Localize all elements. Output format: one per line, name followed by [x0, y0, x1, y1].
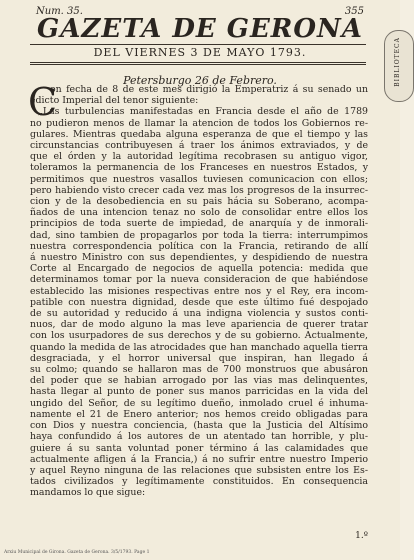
article-line: nuestra correspondencia política con la Francia, retirando de allí — [30, 240, 368, 252]
page-number: 355 — [344, 6, 364, 17]
article-line: ñados de una intencion tenaz no solo de consolidar entre ellos los — [30, 207, 368, 219]
article-line: permitimos que nuestros vasallos tuviesen comunicacion con ellos; — [30, 173, 368, 185]
masthead-rule-double — [30, 64, 366, 65]
article-line: haya confundido á los autores de un atentado tan horrible, y plu- — [30, 431, 368, 443]
article-line: Corte al Encargado de negocios de aquella potencia: medida que — [30, 263, 368, 275]
article-line: establecido las misiones respectivas entre nos y el Rey, era incom- — [30, 285, 368, 297]
article-line: determinamos tomar por la nueva consideracion de que habiéndose — [30, 274, 368, 286]
article-line: nuos, dar de modo alguno la mas leve apariencia de querer tratar — [30, 319, 368, 331]
article-dateline: Petersburgo 26 de Febrero. — [123, 74, 277, 87]
article-line: con Dios y nuestra conciencia, (hasta que la Justicia del Altísimo — [30, 420, 368, 432]
archive-footer: Arxiu Municipal de Girona. Gazeta de Gerona. 3/5/1793. Page 1 — [4, 550, 150, 555]
article-line: del poder que se habian arrogado por las vias mas delinquentes, — [30, 375, 368, 387]
article-line: namente el 21 de Enero anterior; nos hemos creido obligadas para — [30, 408, 368, 420]
article-line: con los usurpadores de sus derechos y de su gobierno. Actualmente, — [30, 330, 368, 342]
article-line: actualmente afligen á la Francia,) á no sufrir entre nuestro Imperio — [30, 453, 368, 465]
article-line: dad, sino tambien de propagarlos por toda la tierra: interrumpimos — [30, 229, 368, 241]
article-line: y aquel Reyno ninguna de las relaciones que subsisten entre los Es- — [30, 464, 368, 476]
article-line: no pudieron menos de llamar la atencion de todos los Gobiernos re- — [30, 117, 368, 129]
masthead-rule-top — [30, 44, 366, 45]
article-line: quando la medida de las atrocidades que han manchado aquella tierra — [30, 341, 368, 353]
article-line: guiere á su santa voluntad poner término á las calamidades que — [30, 442, 368, 454]
masthead-rule-bottom — [30, 62, 366, 63]
article-line: on fecha de 8 de este mes dirigió la Emperatriz á su senado un — [50, 84, 368, 95]
article-line: desgraciada, y el horror universal que inspiran, han llegado á — [30, 352, 368, 364]
article-line: edicto Imperial del tenor siguiente: — [30, 95, 199, 107]
article-line: toleramos la permanencia de los Franceses en nuestros Estados, y — [30, 162, 368, 174]
article-line: á nuestro Ministro con sus dependientes, y despidiendo de nuestra — [30, 252, 368, 264]
article-line: cion y de la desobediencia en su pais hácia su Soberano, acompa- — [30, 196, 368, 208]
article-line: mandamos lo que sigue: — [30, 487, 146, 499]
article-line: patible con nuestra dignidad, desde que este último fué despojado — [30, 296, 368, 308]
issue-date: DEL VIERNES 3 DE MAYO 1793. — [93, 46, 307, 59]
drop-cap: C — [28, 80, 58, 124]
article-line: gulares. Mientras quedaba alguna esperanza de que el tiempo y las — [30, 128, 368, 140]
issue-number: Num. 35. — [36, 6, 83, 17]
article-line: que el órden y la autoridad legítima recobrasen su antiguo vigor, — [30, 151, 368, 163]
article-line: su colmo; quando se hallaron mas de 700 monstruos que abusáron — [30, 364, 368, 376]
library-stamp — [384, 30, 414, 102]
article-line: „Las turbulencias manifestadas en Francia desde el año de 1789 — [38, 106, 368, 118]
article-line: de su autoridad y reducido á una indigna violencia y sustos conti- — [30, 308, 368, 320]
article-line: principios de toda suerte de impiedad, de anarquía y de inmorali- — [30, 218, 368, 230]
article-line: hasta llegar al punto de poner sus manos parricidas en la vida del — [30, 386, 368, 398]
article-line: tados civilizados y legítimamente constituidos. En consequencia — [30, 476, 368, 488]
article-line: circunstancias contribuyesen á traer los ánimos extraviados, y de — [30, 140, 368, 152]
masthead-title: GAZETA DE GERONA — [37, 14, 363, 44]
article-line: ungido del Señor, de su legítimo dueño, inmolado cruel é inhuma- — [30, 397, 368, 409]
article-line: pero habiendo visto crecer cada vez mas los progresos de la insurrec- — [30, 184, 368, 196]
catchword: 1.º — [355, 531, 368, 541]
library-stamp-text: BIBLIOTECA — [394, 37, 401, 87]
